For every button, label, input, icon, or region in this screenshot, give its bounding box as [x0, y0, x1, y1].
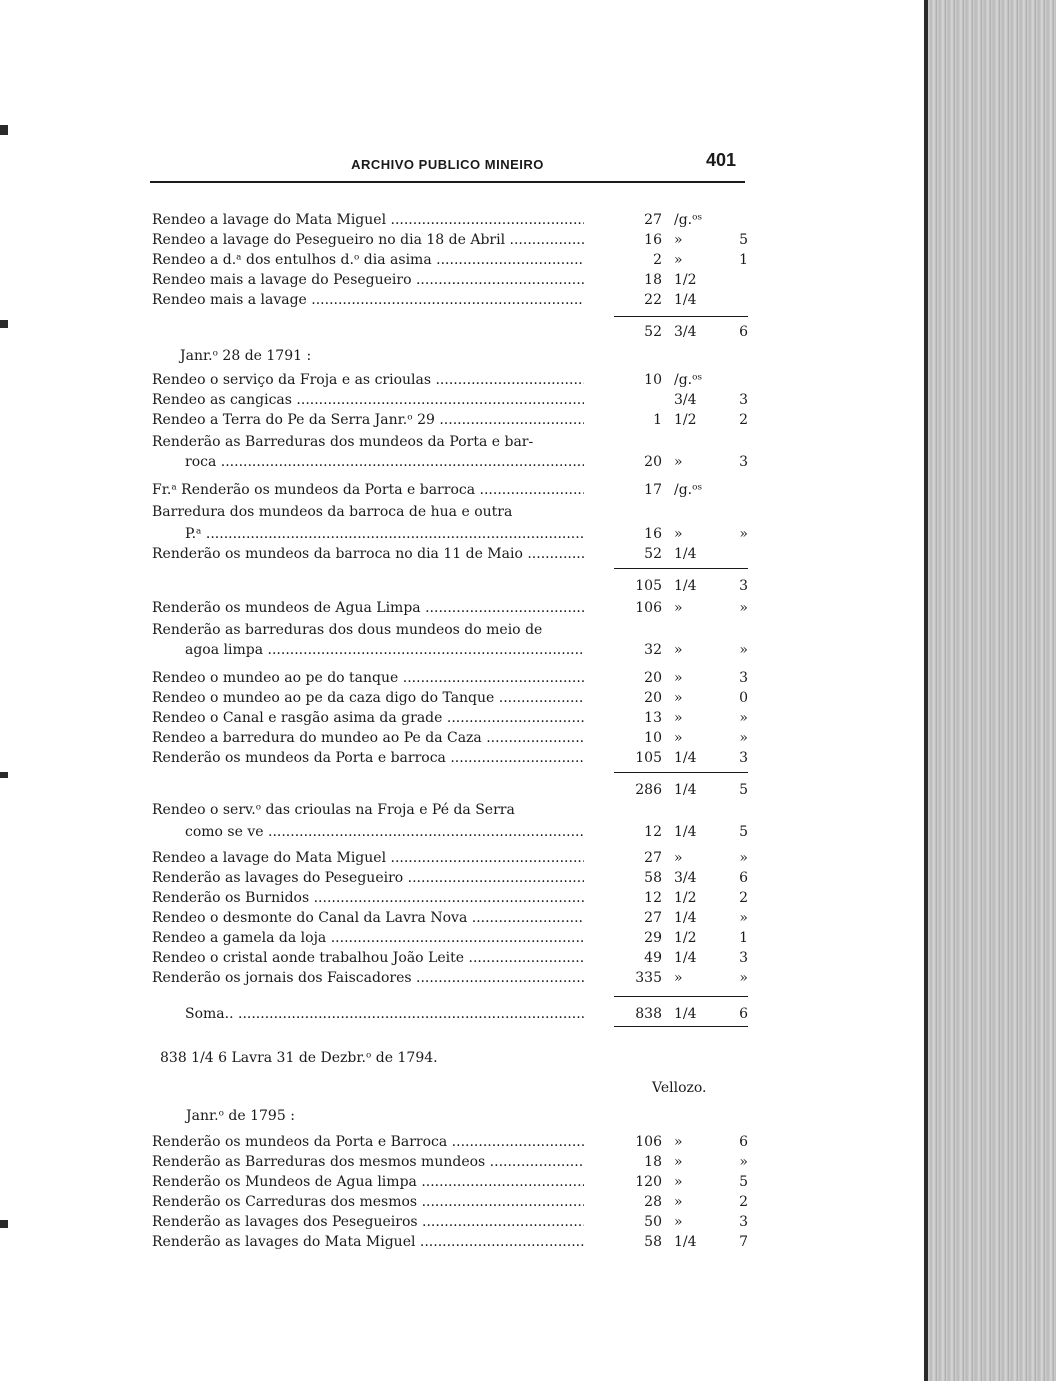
amount-fraction: » [674, 232, 683, 248]
amount-vintens: 3 [739, 750, 748, 766]
amount-vintens: 2 [739, 1194, 748, 1210]
amount-fraction: 1/4 [674, 782, 697, 798]
binding-mark [0, 1220, 8, 1228]
entry-description: roca ..... [185, 452, 584, 472]
entry-description: Rendeo a lavage do Pesegueiro no dia 18 de Abril ..... [152, 230, 584, 250]
amount-vintens: 7 [739, 1234, 748, 1250]
amount-whole: 17 [644, 482, 662, 498]
amount-whole: 20 [644, 670, 662, 686]
header-rule [150, 181, 745, 183]
amount-fraction: » [674, 1174, 683, 1190]
amount-whole: 29 [644, 930, 662, 946]
amount-vintens: 5 [739, 232, 748, 248]
entry-description: Rendeo a d.ᵃ dos entulhos d.ᵒ dia asima ..... [152, 250, 584, 270]
amount-whole: 838 [635, 1006, 662, 1022]
amount-whole: 49 [644, 950, 662, 966]
amount-vintens: 5 [739, 1174, 748, 1190]
amount-whole: 10 [644, 372, 662, 388]
amount-fraction: 1/2 [674, 890, 697, 906]
text-line: Vellozo. [652, 1080, 707, 1096]
text-line: Rendeo o serv.ᵒ das crioulas na Froja e Pé da Serra [152, 802, 515, 818]
amount-whole: 2 [653, 252, 662, 268]
amount-fraction: » [674, 1214, 683, 1230]
amount-fraction: » [674, 1134, 683, 1150]
amount-fraction: » [674, 730, 683, 746]
amount-whole: 106 [635, 1134, 662, 1150]
subtotal-rule [614, 772, 748, 773]
entry-description: Renderão as lavages dos Pesegueiros ..... [152, 1212, 584, 1232]
amount-whole: 50 [644, 1214, 662, 1230]
entry-description: P.ᵃ ..... [185, 524, 584, 544]
entry-description: Renderão os mundeos da Porta e Barroca ..... [152, 1132, 584, 1152]
page-edge-scan [924, 0, 1056, 1381]
subtotal-rule [614, 568, 748, 569]
amount-vintens: 6 [739, 1006, 748, 1022]
entry-description: Rendeo o mundeo ao pe da caza digo do Tanque ..... [152, 688, 584, 708]
entry-description: Rendeo as cangicas ..... [152, 390, 584, 410]
amount-fraction: 3/4 [674, 870, 697, 886]
entry-description: Rendeo o desmonte do Canal da Lavra Nova ..... [152, 908, 584, 928]
amount-whole: 58 [644, 1234, 662, 1250]
text-line: Janr.ᵒ 28 de 1791 : [180, 348, 312, 364]
amount-fraction: 1/2 [674, 272, 697, 288]
entry-description: como se ve ..... [185, 822, 584, 842]
amount-vintens: 5 [739, 782, 748, 798]
amount-fraction: /g.ᵒˢ [674, 212, 703, 228]
amount-fraction: 1/4 [674, 750, 697, 766]
amount-vintens: 5 [739, 824, 748, 840]
binding-mark [0, 320, 8, 328]
amount-fraction: 1/4 [674, 578, 697, 594]
amount-fraction: /g.ᵒˢ [674, 482, 703, 498]
text-line: Barredura dos mundeos da barroca de hua e outra [152, 504, 513, 520]
entry-description: Rendeo o mundeo ao pe do tanque ..... [152, 668, 584, 688]
entry-description: Rendeo o cristal aonde trabalhou João Leite ..... [152, 948, 584, 968]
amount-fraction: 1/2 [674, 412, 697, 428]
entry-description: Renderão os mundeos da Porta e barroca ..... [152, 748, 584, 768]
amount-whole: 335 [635, 970, 662, 986]
amount-whole: 10 [644, 730, 662, 746]
amount-vintens: » [739, 1154, 748, 1170]
running-title: ARCHIVO PUBLICO MINEIRO [351, 157, 544, 172]
entry-description: Renderão os Mundeos de Agua limpa ..... [152, 1172, 584, 1192]
amount-fraction: » [674, 252, 683, 268]
amount-whole: 286 [635, 782, 662, 798]
entry-description: Renderão as Barreduras dos mesmos mundeos ..... [152, 1152, 584, 1172]
text-line: 838 1/4 6 Lavra 31 de Dezbr.ᵒ de 1794. [160, 1050, 438, 1066]
amount-fraction: 1/4 [674, 824, 697, 840]
amount-whole: 20 [644, 454, 662, 470]
amount-vintens: » [739, 642, 748, 658]
amount-vintens: » [739, 910, 748, 926]
amount-vintens: » [739, 600, 748, 616]
amount-whole: 52 [644, 324, 662, 340]
amount-fraction: » [674, 970, 683, 986]
amount-fraction: 1/4 [674, 292, 697, 308]
amount-fraction: » [674, 1154, 683, 1170]
entry-description: Rendeo mais a lavage ..... [152, 290, 584, 310]
amount-whole: 18 [644, 1154, 662, 1170]
amount-fraction: 1/4 [674, 910, 697, 926]
binding-mark [0, 772, 8, 778]
amount-fraction: /g.ᵒˢ [674, 372, 703, 388]
amount-whole: 27 [644, 212, 662, 228]
amount-whole: 32 [644, 642, 662, 658]
amount-whole: 58 [644, 870, 662, 886]
page-number: 401 [706, 150, 737, 170]
total-rule [614, 1026, 748, 1027]
amount-whole: 12 [644, 890, 662, 906]
amount-vintens: » [739, 730, 748, 746]
amount-fraction: » [674, 1194, 683, 1210]
amount-whole: 52 [644, 546, 662, 562]
entry-description: Renderão as lavages do Pesegueiro ..... [152, 868, 584, 888]
amount-whole: 105 [635, 750, 662, 766]
amount-vintens: 3 [739, 392, 748, 408]
amount-fraction: » [674, 710, 683, 726]
amount-vintens: 1 [739, 252, 748, 268]
amount-vintens: 3 [739, 454, 748, 470]
entry-description: Renderão os Burnidos ..... [152, 888, 584, 908]
subtotal-rule [614, 316, 748, 317]
amount-whole: 22 [644, 292, 662, 308]
amount-fraction: » [674, 850, 683, 866]
entry-description: Rendeo mais a lavage do Pesegueiro ..... [152, 270, 584, 290]
text-line: Renderão as Barreduras dos mundeos da Porta e bar- [152, 434, 534, 450]
amount-fraction: » [674, 690, 683, 706]
amount-fraction: 1/2 [674, 930, 697, 946]
binding-mark [0, 125, 8, 135]
amount-vintens: » [739, 850, 748, 866]
amount-vintens: 3 [739, 950, 748, 966]
amount-fraction: 3/4 [674, 392, 697, 408]
amount-whole: 27 [644, 910, 662, 926]
amount-whole: 106 [635, 600, 662, 616]
amount-vintens: 6 [739, 870, 748, 886]
amount-vintens: 3 [739, 1214, 748, 1230]
amount-fraction: » [674, 454, 683, 470]
amount-whole: 16 [644, 232, 662, 248]
amount-fraction: 3/4 [674, 324, 697, 340]
amount-vintens: 3 [739, 670, 748, 686]
entry-description: Renderão os mundeos da barroca no dia 11 de Maio ..... [152, 544, 584, 564]
entry-description: Renderão as lavages do Mata Miguel ..... [152, 1232, 584, 1252]
subtotal-rule [614, 996, 748, 997]
amount-fraction: » [674, 670, 683, 686]
amount-whole: 20 [644, 690, 662, 706]
amount-whole: 12 [644, 824, 662, 840]
amount-vintens: » [739, 970, 748, 986]
amount-fraction: » [674, 600, 683, 616]
amount-whole: 18 [644, 272, 662, 288]
amount-vintens: 6 [739, 1134, 748, 1150]
amount-vintens: 0 [739, 690, 748, 706]
text-line: Janr.ᵒ de 1795 : [186, 1108, 295, 1124]
amount-whole: 120 [635, 1174, 662, 1190]
amount-vintens: 1 [739, 930, 748, 946]
entry-description: Soma.. ..... [185, 1004, 584, 1024]
entry-description: Rendeo o serviço da Froja e as crioulas ..... [152, 370, 584, 390]
amount-fraction: 1/4 [674, 1234, 697, 1250]
entry-description: Renderão os mundeos de Agua Limpa ..... [152, 598, 584, 618]
amount-vintens: » [739, 710, 748, 726]
entry-description: Rendeo a Terra do Pe da Serra Janr.ᵒ 29 ..... [152, 410, 584, 430]
amount-whole: 16 [644, 526, 662, 542]
amount-vintens: 2 [739, 412, 748, 428]
amount-whole: 28 [644, 1194, 662, 1210]
amount-vintens: 6 [739, 324, 748, 340]
amount-fraction: » [674, 642, 683, 658]
entry-description: Rendeo a lavage do Mata Miguel ..... [152, 210, 584, 230]
amount-fraction: 1/4 [674, 546, 697, 562]
entry-description: Fr.ᵃ Renderão os mundeos da Porta e barroca ..... [152, 480, 584, 500]
amount-whole: 27 [644, 850, 662, 866]
entry-description: agoa limpa ..... [185, 640, 584, 660]
amount-fraction: 1/4 [674, 950, 697, 966]
amount-fraction: 1/4 [674, 1006, 697, 1022]
amount-vintens: » [739, 526, 748, 542]
amount-whole: 1 [653, 412, 662, 428]
entry-description: Rendeo a lavage do Mata Miguel ..... [152, 848, 584, 868]
entry-description: Renderão os Carreduras dos mesmos ..... [152, 1192, 584, 1212]
amount-vintens: 2 [739, 890, 748, 906]
amount-vintens: 3 [739, 578, 748, 594]
amount-whole: 105 [635, 578, 662, 594]
amount-fraction: » [674, 526, 683, 542]
entry-description: Rendeo a gamela da loja ..... [152, 928, 584, 948]
entry-description: Renderão os jornais dos Faiscadores ..... [152, 968, 584, 988]
amount-whole: 13 [644, 710, 662, 726]
entry-description: Rendeo a barredura do mundeo ao Pe da Caza ..... [152, 728, 584, 748]
text-line: Renderão as barreduras dos dous mundeos do meio de [152, 622, 543, 638]
entry-description: Rendeo o Canal e rasgão asima da grade ..... [152, 708, 584, 728]
